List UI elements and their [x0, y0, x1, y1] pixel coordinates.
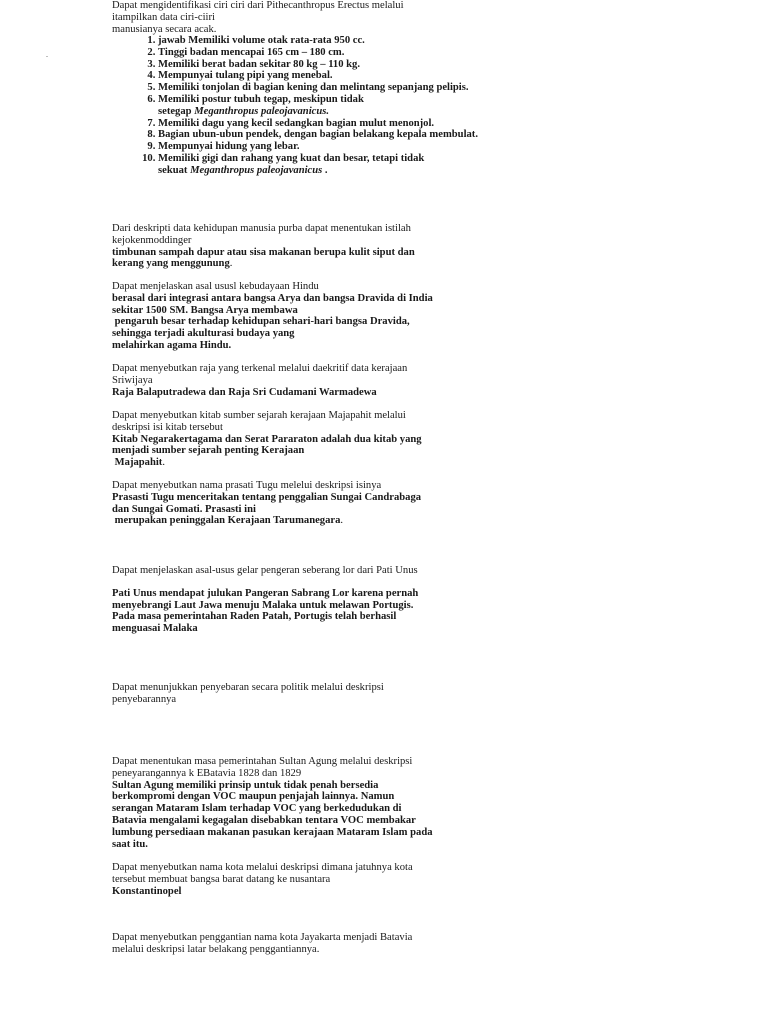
answer-text: Kitab Negarakertagama dan Serat Pararaton adalah dua kitab yang [112, 433, 422, 445]
stray-mark: . [46, 50, 48, 59]
answer-text: kerang yang menggunung. [112, 258, 233, 270]
list-item: 10. Memiliki gigi dan rahang yang kuat dan besar, tetapi tidak sekuat Meganthropus paleojavanicus . [158, 153, 496, 177]
intro-line-1: Dapat mengidentifikasi ciri ciri dari Pithecanthropus Erectus melalui [112, 0, 404, 11]
answer-text: lumbung persediaan makanan pasukan kerajaan Mataram Islam pada [112, 826, 433, 838]
question-block-10 [112, 932, 496, 956]
question-block-1 [112, 223, 496, 270]
list-item: 1. jawab Memiliki volume otak rata-rata 950 cc. [158, 35, 496, 47]
answer-text: Sultan Agung memiliki prinsip untuk tidak penah bersedia [112, 779, 379, 791]
answer-text: Raja Balaputradewa dan Raja Sri Cudamani Warmadewa [112, 386, 377, 398]
intro-line-2: itampilkan data ciri-ciiri [112, 11, 215, 23]
question-block-9 [112, 862, 496, 897]
list-item: 7. Memiliki dagu yang kecil sedangkan bagian mulut menonjol. [158, 118, 496, 130]
answer-text: sekitar 1500 SM. Bangsa Arya membawa [112, 304, 298, 316]
question-prompt: melalui deskripsi latar belakang penggantiannya. [112, 943, 320, 955]
answer-text: berasal dari integrasi antara bangsa Arya dan bangsa Dravida di India [112, 292, 433, 304]
answer-text: saat itu. [112, 838, 148, 850]
answer-text: menjadi sumber sejarah penting Kerajaan [112, 445, 305, 457]
answer-text: pengaruh besar terhadap kehidupan sehari-hari bangsa Dravida, [112, 316, 410, 328]
question-prompt: Dapat menyebutkan penggantian nama kota Jayakarta menjadi Batavia [112, 932, 413, 943]
list-item: 4. Mempunyai tulang pipi yang menebal. [158, 70, 496, 82]
answer-text: sehingga terjadi akulturasi budaya yang [112, 328, 295, 340]
question-block-5 [112, 480, 496, 527]
list-item: 8. Bagian ubun-ubun pendek, dengan bagian belakang kepala membulat. [158, 129, 496, 141]
traits-list [112, 35, 496, 177]
answer-text: merupakan peninggalan Kerajaan Tarumanegara. [112, 515, 344, 527]
question-prompt: kejokenmoddinger [112, 234, 192, 246]
question-block-4 [112, 410, 496, 469]
answer-text: Prasasti Tugu menceritakan tentang penggalian Sungai Candrabaga [112, 491, 422, 503]
question-block-7 [112, 682, 496, 706]
list-item: 9. Mempunyai hidung yang lebar. [158, 141, 496, 153]
question-prompt: Dapat menyebutkan kitab sumber sejarah kerajaan Majapahit melalui [112, 410, 406, 421]
answer-text: Konstantinopel [112, 885, 182, 897]
answer-text: menguasai Malaka [112, 623, 198, 635]
question-prompt: tersebut membuat bangsa barat datang ke nusantara [112, 873, 331, 885]
answer-text: melahirkan agama Hindu. [112, 339, 232, 351]
answer-text: Pada masa pemerintahan Raden Patah, Portugis telah berhasil [112, 611, 397, 623]
answer-text: dan Sungai Gomati. Prasasti ini [112, 503, 256, 515]
question-prompt: Dapat menyebutkan nama prasati Tugu melelui deskripsi isinya [112, 480, 382, 491]
list-item: 3. Memiliki berat badan sekitar 80 kg – 110 kg. [158, 59, 496, 71]
answer-text: menyebrangi Laut Jawa menuju Malaka untuk melawan Portugis. [112, 599, 414, 611]
list-item: 2. Tinggi badan mencapai 165 cm – 180 cm. [158, 47, 496, 59]
question-prompt: Dapat menunjukkan penyebaran secara politik melalui deskripsi [112, 682, 384, 693]
answer-text: Majapahit. [112, 457, 165, 469]
question-prompt: Sriwijaya [112, 374, 153, 386]
answer-text: berkompromi dengan VOC maupun penjajah lainnya. Namun [112, 791, 395, 803]
question-block-2 [112, 281, 496, 352]
answer-text: Batavia mengalami kegagalan disebabkan tentara VOC membakar [112, 814, 416, 826]
traits-block [112, 35, 496, 177]
question-block-8 [112, 756, 496, 850]
list-item: 5. Memiliki tonjolan di bagian kening dan melintang sepanjang pelipis. [158, 82, 496, 94]
intro-block [112, 0, 496, 35]
question-prompt: Dari deskripti data kehidupan manusia purba dapat menentukan istilah [112, 223, 411, 234]
question-block-6 [112, 565, 496, 635]
question-prompt: Dapat menentukan masa pemerintahan Sultan Agung melalui deskripsi [112, 756, 413, 767]
answer-text: timbunan sampah dapur atau sisa makanan berupa kulit siput dan [112, 246, 415, 258]
question-prompt: Dapat menjelaskan asal-usus gelar pengeran seberang lor dari Pati Unus [112, 565, 418, 576]
question-prompt: penyebarannya [112, 693, 177, 705]
question-block-3 [112, 363, 496, 398]
answer-text: serangan Mataram Islam terhadap VOC yang berkedudukan di [112, 803, 402, 815]
question-prompt: Dapat menjelaskan asal ususl kebudayaan Hindu [112, 281, 319, 292]
answer-text: Pati Unus mendapat julukan Pangeran Sabrang Lor karena pernah [112, 587, 419, 599]
question-prompt: peneyarangannya k EBatavia 1828 dan 1829 [112, 767, 302, 779]
list-item: 6. Memiliki postur tubuh tegap, meskipun tidak setegap Meganthropus paleojavanicus. [158, 94, 496, 118]
question-prompt: deskripsi isi kitab tersebut [112, 421, 223, 433]
intro-line-3: manusianya secara acak. [112, 23, 217, 35]
question-prompt: Dapat menyebutkan nama kota melalui deskripsi dimana jatuhnya kota [112, 862, 413, 873]
question-prompt: Dapat menyebutkan raja yang terkenal melalui daekritif data kerajaan [112, 363, 408, 374]
